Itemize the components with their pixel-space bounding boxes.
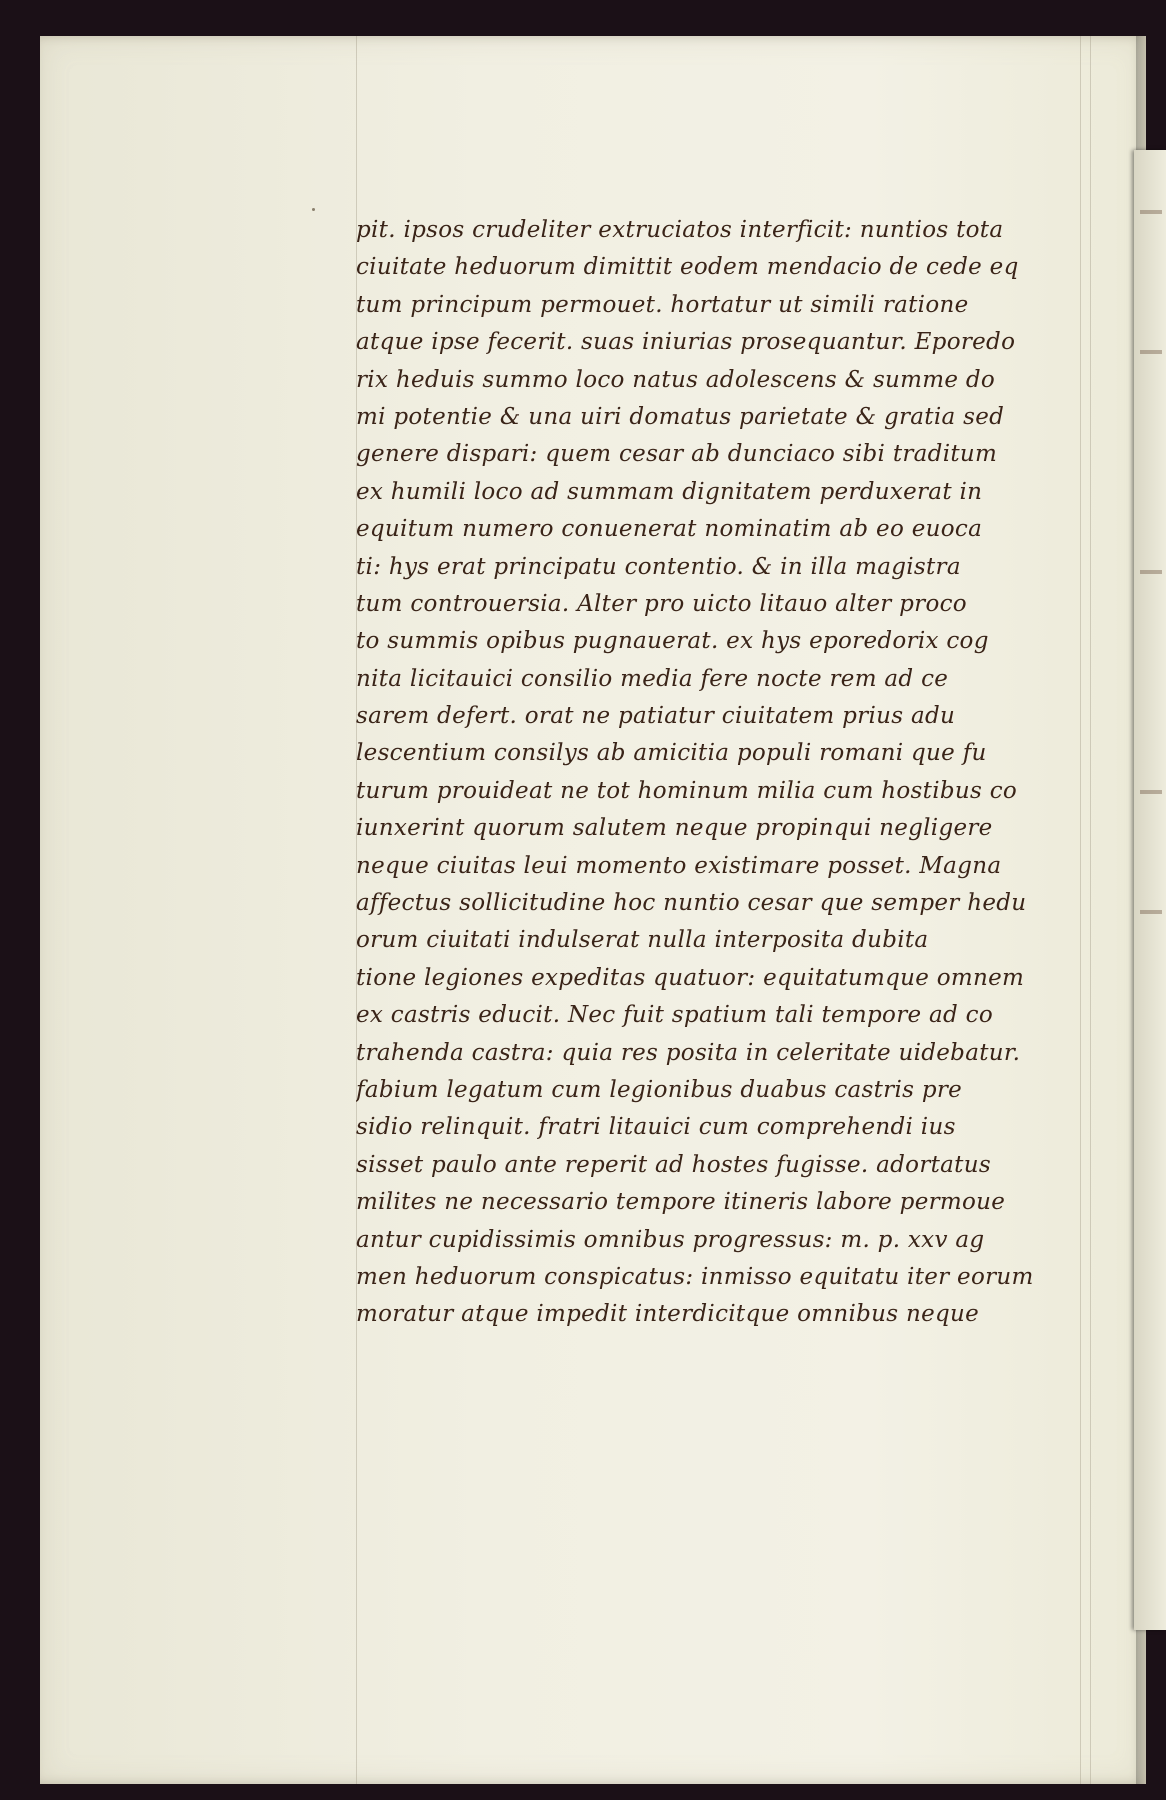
text-line: rix heduis summo loco natus adolescens & summe do <box>356 366 996 393</box>
text-line: tione legiones expeditas quatuor: equitatumque omnem <box>356 964 1025 991</box>
text-line: sisset paulo ante reperit ad hostes fugisse. adortatus <box>356 1151 991 1178</box>
text-line: orum ciuitati indulserat nulla interposita dubita <box>356 927 929 954</box>
text-line: milites ne necessario tempore itineris labore permoue <box>356 1189 1006 1216</box>
text-line: nita licitauici consilio media fere nocte rem ad ce <box>356 665 949 692</box>
text-line: turum prouideat ne tot hominum milia cum hostibus co <box>356 777 1018 804</box>
text-line: trahenda castra: quia res posita in celeritate uidebatur. <box>356 1039 1021 1066</box>
text-line: mi potentie & una uiri domatus parietate & gratia sed <box>356 403 1005 430</box>
ruling-line-outer <box>1090 36 1091 1784</box>
text-line: tum controuersia. Alter pro uicto litauo alter proco <box>356 590 967 617</box>
text-line: ex humili loco ad summam dignitatem perduxerat in <box>356 478 983 505</box>
pricking-mark <box>312 208 315 211</box>
text-line: tum principum permouet. hortatur ut simili ratione <box>356 291 969 318</box>
text-line: ex castris educit. Nec fuit spatium tali tempore ad co <box>356 1002 993 1029</box>
text-line: moratur atque impedit interdicitque omnibus neque <box>356 1301 980 1328</box>
text-line: atque ipse fecerit. suas iniurias prosequantur. Eporedo <box>356 329 1016 356</box>
text-line: sidio relinquit. fratri litauici cum comprehendi ius <box>356 1114 956 1141</box>
text-line: lescentium consilys ab amicitia populi romani que fu <box>356 740 987 767</box>
manuscript-text <box>356 212 1080 1334</box>
text-line: affectus sollicitudine hoc nuntio cesar que semper hedu <box>356 890 1027 917</box>
text-line: sarem defert. orat ne patiatur ciuitatem prius adu <box>356 703 956 730</box>
text-line: iunxerint quorum salutem neque propinqui negligere <box>356 815 993 842</box>
text-line: genere dispari: quem cesar ab dunciaco sibi traditum <box>356 441 998 468</box>
text-line: equitum numero conuenerat nominatim ab eo euoca <box>356 516 983 543</box>
adjacent-page-edge <box>1134 150 1166 1630</box>
text-line: neque ciuitas leui momento existimare posset. Magna <box>356 852 1002 879</box>
text-line: ti: hys erat principatu contentio. & in illa magistra <box>356 553 961 580</box>
ruling-line-right <box>1080 36 1081 1784</box>
text-line: pit. ipsos crudeliter extruciatos interficit: nuntios tota <box>356 217 1004 243</box>
text-line: ciuitate heduorum dimittit eodem mendacio de cede eq <box>356 254 1019 281</box>
text-line: fabium legatum cum legionibus duabus castris pre <box>356 1076 963 1103</box>
text-line: antur cupidissimis omnibus progressus: m. p. xxv ag <box>356 1226 985 1253</box>
text-line: to summis opibus pugnauerat. ex hys eporedorix cog <box>356 628 989 655</box>
text-line: men heduorum conspicatus: inmisso equitatu iter eorum <box>356 1263 1034 1290</box>
